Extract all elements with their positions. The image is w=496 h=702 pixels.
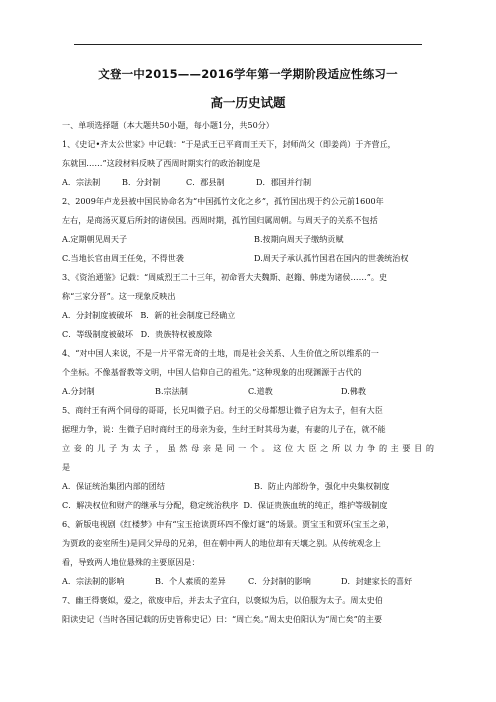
- question-7: [62, 591, 434, 629]
- question-stem-line: 2、2009年卢龙县被中国民协命名为“中国孤竹文化之乡”，孤竹国出现于约公元前1600年: [62, 196, 384, 206]
- section-heading: 一、单项选择题（本大题共50小题，每小题1分，共50分）: [62, 120, 274, 130]
- exam-subtitle: 高一历史试题: [210, 95, 286, 110]
- answer-options: [62, 249, 434, 268]
- answer-options: [62, 477, 434, 496]
- option-d: D.佛教: [341, 386, 366, 396]
- option-c: C．等级制度被破坏: [62, 329, 133, 339]
- option-c: C．郡县制: [186, 177, 225, 187]
- option-d: D．贵族特权被废除: [140, 329, 212, 339]
- question-6: [62, 515, 434, 591]
- question-stem-line: 1、《史记•齐太公世家》中记载：“于是武王已平商而王天下，封师尚父（即姜尚）于齐营丘，: [62, 139, 396, 149]
- answer-options: [62, 230, 434, 249]
- question-stem-line: 4、“对中国人来说，不是一片平常无奇的土地，而是社会关系、人生价值之所以维系的一: [62, 348, 379, 358]
- exam-title: 文登一中2015——2016学年第一学期阶段适应性练习一: [98, 67, 398, 81]
- option-a: A．保证统治集团内部的团结: [62, 481, 165, 491]
- header-rule: [74, 44, 422, 45]
- question-stem-line: 左右，是商汤灭夏后所封的诸侯国。西周时期，孤竹国归属周朝。与周天子的关系不包括: [62, 215, 378, 225]
- option-c: C．解决权位和财产的继承与分配，稳定统治秩序: [62, 500, 239, 510]
- option-b: B.宗法制: [155, 386, 188, 396]
- question-stem-line: 立妾的儿子为太子，虽然母亲是同一个。这位大臣之所以力争的主要目的: [62, 443, 434, 453]
- question-3: [62, 268, 434, 344]
- question-stem-line: 东就国……”这段材料反映了西周时期实行的政治制度是: [62, 158, 261, 168]
- answer-options: [62, 572, 434, 591]
- question-1: [62, 135, 434, 192]
- question-5: [62, 401, 434, 515]
- question-stem-line: 6、新版电视剧《红楼梦》中有“宝玉抢读贾环四不像灯谜”的场景。贾宝玉和贾环(宝玉之弟，: [62, 519, 395, 529]
- answer-options: [62, 325, 434, 344]
- question-stem-line: 称“三家分晋”。这一现象反映出: [62, 291, 176, 301]
- option-a: A．宗法制的影响: [62, 576, 125, 586]
- question-2: [62, 192, 434, 268]
- option-b: B．分封制: [122, 177, 161, 187]
- option-a: A．分封制度被破坏: [62, 310, 133, 320]
- option-a: A.定期朝见周天子: [62, 234, 128, 244]
- option-b: B．新的社会制度已经确立: [140, 310, 236, 320]
- option-c: C.道教: [248, 386, 273, 396]
- answer-options: [62, 382, 434, 401]
- question-stem-line: 为贾政的妾室所生)是同父异母的兄弟，但在朝中两人的地位却有天壤之别。从传统观念上: [62, 538, 381, 548]
- exam-body: [62, 116, 434, 629]
- option-c: C.当地长官由周王任免，不得世袭: [62, 253, 184, 263]
- question-stem-line: 3、《资治通鉴》记载：“周威烈王二十三年，初命晋大夫魏斯、赵籍、韩虔为诸侯……”。史: [62, 272, 388, 282]
- option-d: D．封建家长的喜好: [341, 576, 413, 586]
- option-d: D.周天子承认孤竹国君在国内的世袭统治权: [254, 253, 409, 263]
- option-c: C．分封制的影响: [248, 576, 311, 586]
- answer-options: [62, 496, 434, 515]
- question-stem-line: 7、幽王得褒姒，爱之，欲废申后，并去太子宜臼，以褒姒为后，以伯服为太子。周太史伯: [62, 595, 383, 605]
- question-stem-line: 阳读史记（当时各国记载的历史皆称史记）曰：“周亡矣。”周太史伯阳认为“周亡矣”的主要: [62, 614, 383, 624]
- option-a: A.分封制: [62, 386, 95, 396]
- question-stem-line: 个坐标。不像基督教等文明，中国人信仰自己的祖先。”这种现象的出现渊源于古代的: [62, 367, 362, 377]
- question-stem-line: 据理力争，说：生微子启时商纣王的母亲为妾，生纣王时其母为妻，有妻的儿子在，就不能: [62, 424, 386, 434]
- answer-options: [62, 306, 434, 325]
- option-b: B．防止内部纷争，强化中央集权制度: [254, 481, 390, 491]
- question-stem-line: 是: [62, 462, 71, 472]
- option-d: D．郡国并行制: [256, 177, 312, 187]
- option-d: D．保证贵族血统的纯正，维护等级制度: [243, 500, 388, 510]
- option-b: B．个人素质的差异: [155, 576, 226, 586]
- option-a: A．宗法制: [62, 177, 101, 187]
- answer-options: [62, 173, 434, 192]
- question-stem-line: 看，导致两人地位悬殊的主要原因是：: [62, 557, 200, 567]
- question-4: [62, 344, 434, 401]
- question-stem-line: 5、商纣王有两个同母的哥哥，长兄叫微子启。纣王的父母都想让微子启为太子，但有大臣: [62, 405, 383, 415]
- option-b: B.按期向周天子缴纳贡赋: [254, 234, 344, 244]
